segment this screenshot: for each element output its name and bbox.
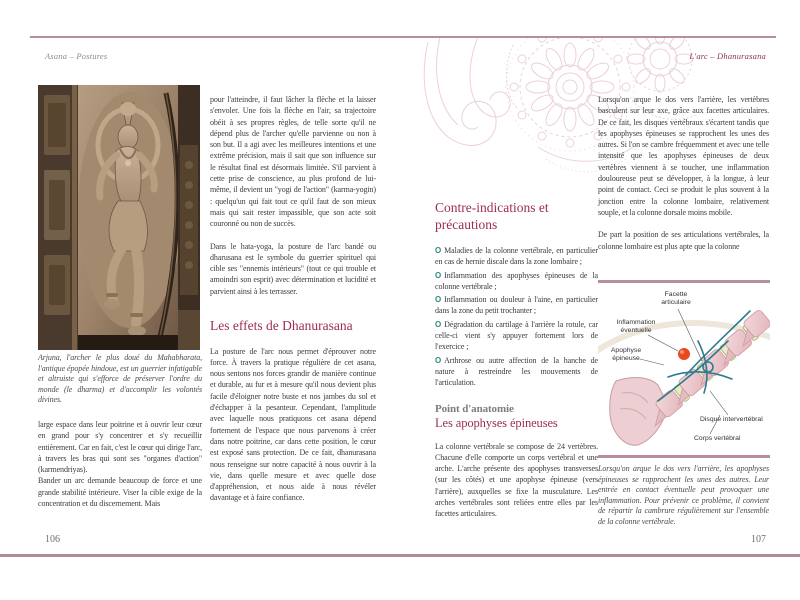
paragraph: De part la position de ses articulations vertébrales, la colonne lombaire est plus apte que la colonne (598, 230, 769, 251)
left-page-column-1 (38, 419, 202, 509)
figure-label-facette-articulaire: Facette articulaire (661, 291, 691, 306)
top-rule (30, 36, 776, 38)
bullet-item: O Maladies de la colonne vertébrale, en particulier en cas de hernie discale dans la zone lombaire ; (435, 246, 598, 267)
spine-figure (598, 280, 770, 458)
paragraph: pour l'atteindre, il faut lâcher la flèche et la laisser s'envoler. Une fois la flèche en l'air, sa trajectoire obéit à ses propres règles, de telle sorte qu'il ne dépend plus de l'archer qu'elle parvienne ou non à son but. Il a agi avec les meilleures intentions et une extrême précision, mais il sait que son influence sur le résultat final est désormais limitée. S'il parvient à cette prise de conscience, au plus profond de lui-même, il devient un "yogi de l'action" (karma-yogin) : quelqu'un qui fait tout ce qu'il faut de son mieux mais qui sait rester impassible, que son acte soit couronné ou non de succès. (210, 95, 376, 229)
bullet-item: O Inflammation des apophyses épineuses de la colonne vertébrale ; (435, 270, 598, 291)
figure-label-corps: Corps vertébral (694, 435, 741, 442)
bottom-rule (0, 554, 800, 557)
spine-illustration (598, 283, 770, 455)
page-number-left: 106 (45, 534, 60, 545)
figure-label-apophyse: Apophyse épineuse (610, 347, 642, 362)
paragraph: La colonne vertébrale se compose de 24 vertèbres. Chacune d'elle comporte un corps vertébral et une arche. L'arche présente des apophyses transverses (sur les côtés) et une apophyse épineuse (vers l'arrière), auxquelles se fixe la musculature. Les arches vertébrales sont reliées entre elles par les facettes articulaires. (435, 441, 598, 519)
left-page-column-2 (210, 94, 376, 504)
section-heading-effets: Les effets de Dhanurasana (210, 318, 353, 334)
circle-bullet-icon: O (435, 246, 442, 255)
bullet-item: O Arthrose ou autre affection de la hanche de nature à restreindre les mouvements de l'articulation. (435, 355, 598, 388)
figure-label-disque: Disque intervertébral (700, 416, 763, 423)
paragraph: La posture de l'arc nous permet d'éprouver notre force. À travers la pratique régulière de cet asana, nous sentons nos forces grandir de manière continue et durable, au fur et à mesure qu'il nous devient plus facile d'éloigner notre buste et nos jambes du sol et d'échapper à la pesanteur. Cependant, l'amplitude avec laquelle nous pratiquons cet asana dépend fortement de l'espace que nous parvenons à créer dans notre poitrine, car dans cette position, le cœur est exposé sans protection. De ce fait, dhanurasana nous renseigne sur notre capacité à nous ouvrir à la vie, dans quelle mesure et avec quelle dose d'appréhension, et nous aide à nous révéler davantage et à faire confiance. (210, 346, 376, 503)
statue-caption: Arjuna, l'archer le plus doué du Mahabharata, l'antique épopée hindoue, est un guerrier infatigable et altruiste qui s'efforce de préserver l'ordre du monde (le dharma) et d'accomplir les volontés divines. (38, 353, 202, 405)
circle-bullet-icon: O (435, 355, 442, 365)
page-number-right: 107 (751, 534, 766, 545)
right-page-column-2 (598, 94, 769, 252)
paragraph: Dans le hata-yoga, la posture de l'arc bandé ou dharusana est le symbole du guerrier spirituel qui cible ses "ennemis intérieurs" (tout ce qui trouble et amoindri son esprit) avec détermination et lucidité et parvient ainsi à les terrasser. (210, 241, 376, 296)
contraindications-heading: Contre-indications et précautions (435, 200, 549, 232)
right-page-column-1 (435, 200, 598, 520)
bullet-list (435, 245, 598, 389)
circle-bullet-icon: O (435, 270, 442, 280)
figure-label-inflammation: Inflammation éventuelle (616, 319, 656, 334)
circle-bullet-icon: O (435, 295, 442, 305)
anatomy-heading: Les apophyses épineuses (435, 415, 558, 430)
bullet-item: O Inflammation ou douleur à l'aine, en particulier dans la zone du petit trochanter ; (435, 295, 598, 316)
running-header-right: L'arc – Dhanurasana (689, 51, 766, 61)
arjuna-statue-photo (38, 85, 200, 350)
running-header-left: Asana – Postures (45, 51, 108, 61)
circle-bullet-icon: O (435, 319, 442, 329)
bullet-item: O Dégradation du cartilage à l'arrière la rotule, car celle-ci vient s'y appuyer fortement lors de l'exercice ; (435, 319, 598, 352)
anatomy-kicker: Point d'anatomie (435, 402, 514, 415)
paragraph: Bander un arc demande beaucoup de force et une grande stabilité intérieure. Viser la cible exige de la concentration et du discernement. Mais (38, 476, 202, 509)
paragraph: large espace dans leur poitrine et à ouvrir leur cœur en grand pour s'y concentrer et s'y recueillir entièrement. Car en fait, c'est le cœur qui dirige l'arc, à travers les bras qui sont ses "organes d'action" (karmendriyas). (38, 420, 202, 475)
paragraph: Lorsqu'on arque le dos vers l'arrière, les vertèbres basculent sur leur axe, grâce aux facettes articulaires. De ce fait, les disques vertébraux s'écartent tandis que les apophyses épineuses se rapprochent les unes des autres. Si l'on se cambre fréquemment et avec une telle intensité que les apophyses épineuses de deux vertèbres viennent à se toucher, une inflammation douloureuse peut se développer, à la longue, à leur point de contact. Ceci se produit le plus souvent à la jonction entre la colonne lombaire, relativement souple, et la colonne dorsale moins mobile. (598, 95, 769, 217)
figure-caption: Lorsqu'on arque le dos vers l'arrière, les apophyses épineuses se rapprochent les unes des autres. Leur entrée en contact éventuelle peut provoquer une inflammation. Pour prévenir ce problème, il convient de répartir la cambrure régulièrement sur l'ensemble de la colonne vertébrale. (598, 464, 769, 526)
